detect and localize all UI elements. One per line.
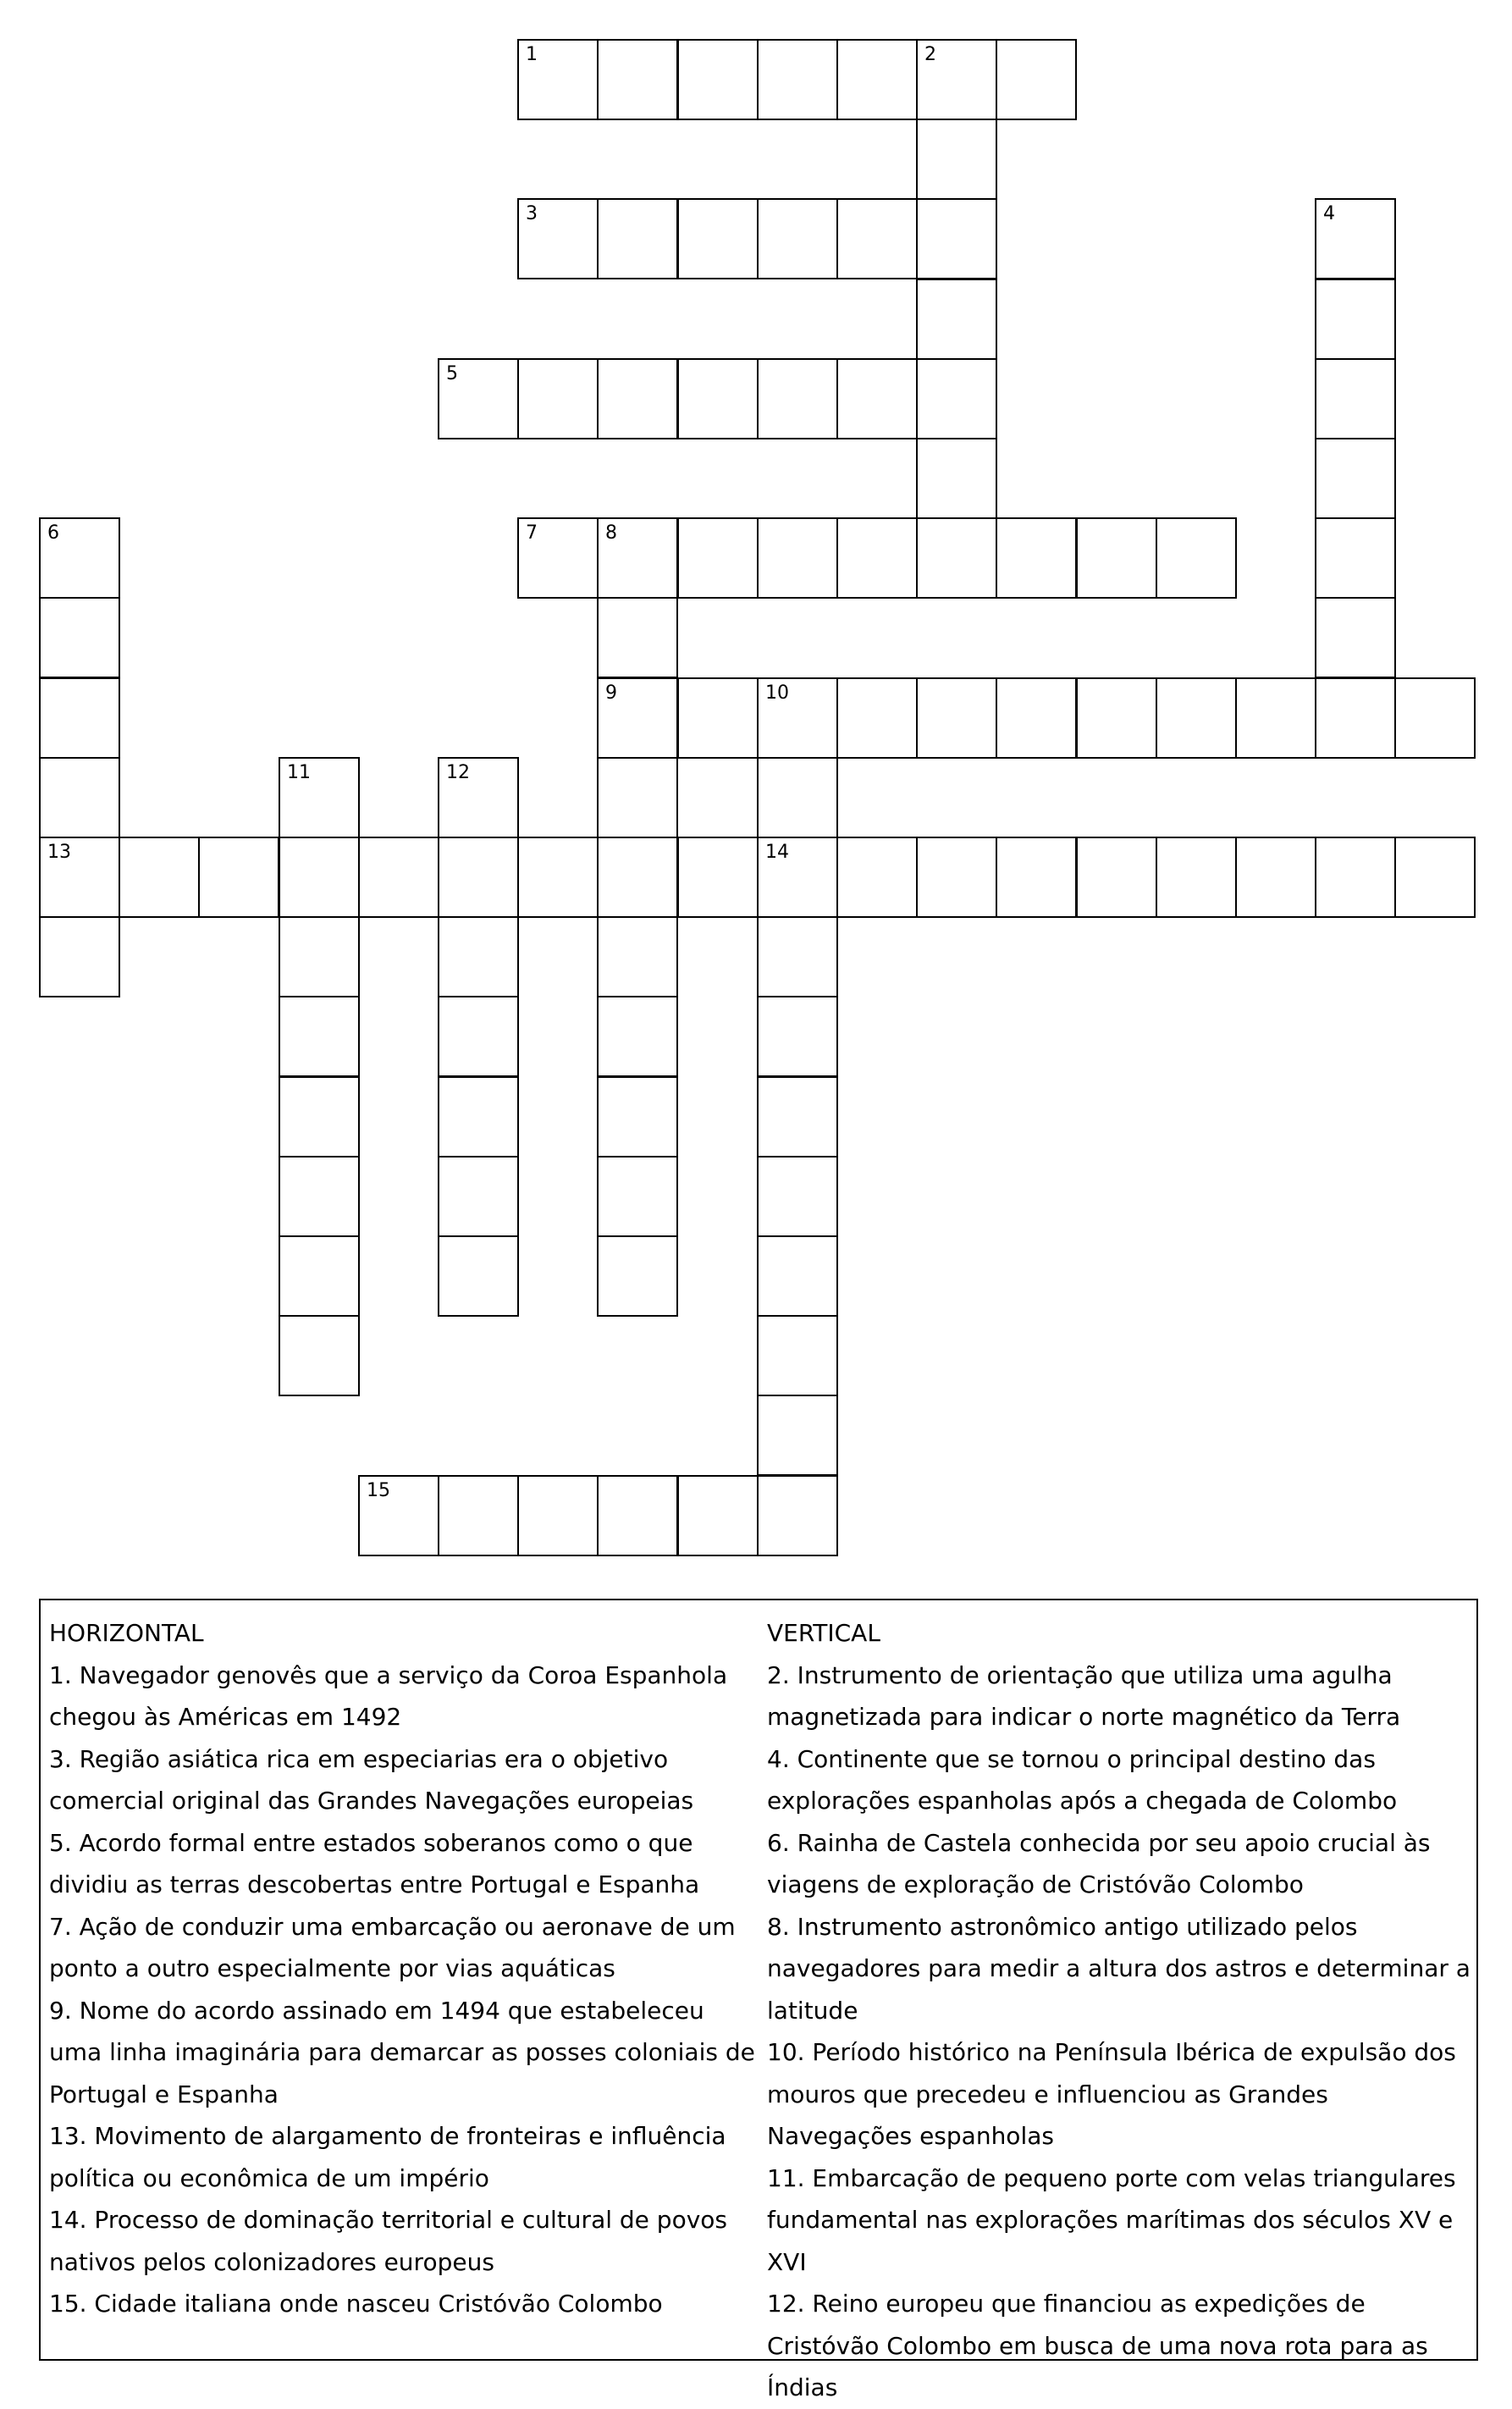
grid-cell[interactable]: [39, 517, 120, 599]
grid-cell[interactable]: [757, 517, 838, 599]
grid-cell[interactable]: [757, 916, 838, 997]
grid-cell[interactable]: [198, 837, 279, 918]
grid-cell[interactable]: [517, 517, 599, 599]
grid-cell[interactable]: [677, 837, 759, 918]
clue-vertical-6: 6. Rainha de Castela conhecida por seu apoio crucial às viagens de exploração de Cristóvão Colombo: [767, 1828, 1431, 1898]
grid-cell[interactable]: [438, 1156, 519, 1237]
clue-number: 5: [446, 363, 458, 384]
clue-number: 9: [605, 682, 617, 704]
grid-cell[interactable]: [677, 358, 759, 439]
clue-horizontal-5: 5. Acordo formal entre estados soberanos como o que dividiu as terras descobertas entre Portugal e Espanha: [49, 1828, 700, 1898]
clue-horizontal-3: 3. Região asiática rica em especiarias era o objetivo comercial original das Grandes Navegações europeias: [49, 1744, 694, 1815]
clue-number: 4: [1323, 203, 1335, 224]
grid-cell[interactable]: [1315, 279, 1396, 360]
grid-cell[interactable]: [916, 198, 997, 279]
grid-cell[interactable]: [916, 358, 997, 439]
grid-cell[interactable]: [1156, 517, 1237, 599]
grid-cell[interactable]: [438, 916, 519, 997]
clue-horizontal-13: 13. Movimento de alargamento de fronteiras e influência política ou econômica de um império: [49, 2122, 726, 2192]
grid-cell[interactable]: [916, 279, 997, 360]
clue-vertical-12: 12. Reino europeu que financiou as expedições de Cristóvão Colombo em busca de uma nova rota para as Índias: [767, 2290, 1428, 2401]
grid-cell[interactable]: [279, 1076, 360, 1158]
grid-cell[interactable]: [1315, 198, 1396, 279]
grid-cell[interactable]: [757, 198, 838, 279]
grid-cell[interactable]: [597, 597, 678, 678]
clue-vertical-2: 2. Instrumento de orientação que utiliza uma agulha magnetizada para indicar o norte magnético da Terra: [767, 1660, 1401, 1731]
grid-cell[interactable]: [757, 1076, 838, 1158]
clue-horizontal-7: 7. Ação de conduzir uma embarcação ou aeronave de um ponto a outro especialmente por vias aquáticas: [49, 1912, 736, 1982]
grid-cell[interactable]: [39, 597, 120, 678]
clue-horizontal-15: 15. Cidade italiana onde nasceu Cristóvão Colombo: [49, 2290, 663, 2318]
grid-cell[interactable]: [279, 757, 360, 838]
clue-number: 10: [765, 682, 789, 704]
clue-number: 3: [526, 203, 538, 224]
grid-cell[interactable]: [517, 198, 599, 279]
grid-cell[interactable]: [1394, 837, 1476, 918]
grid-cell[interactable]: [597, 1475, 678, 1556]
grid-cell[interactable]: [279, 1315, 360, 1396]
grid-cell[interactable]: [1156, 837, 1237, 918]
grid-cell[interactable]: [39, 837, 120, 918]
grid-cell[interactable]: [757, 1156, 838, 1237]
grid-cell[interactable]: [757, 1475, 838, 1556]
grid-cell[interactable]: [279, 916, 360, 997]
grid-cell[interactable]: [1315, 597, 1396, 678]
grid-cell[interactable]: [517, 1475, 599, 1556]
grid-cell[interactable]: [597, 1235, 678, 1317]
clue-vertical-11: 11. Embarcação de pequeno porte com velas triangulares fundamental nas explorações marítimas dos séculos XV e XVI: [767, 2163, 1456, 2276]
grid-cell[interactable]: [597, 358, 678, 439]
clue-horizontal-1: 1. Navegador genovês que a serviço da Coroa Espanhola chegou às Américas em 1492: [49, 1660, 728, 1731]
grid-cell[interactable]: [996, 837, 1077, 918]
grid-cell[interactable]: [1156, 677, 1237, 759]
grid-cell[interactable]: [916, 39, 997, 120]
grid-cell[interactable]: [597, 996, 678, 1077]
grid-cell[interactable]: [39, 677, 120, 759]
grid-cell[interactable]: [677, 677, 759, 759]
grid-cell[interactable]: [996, 39, 1077, 120]
clue-number: 6: [47, 522, 59, 544]
clue-number: 13: [47, 842, 71, 863]
grid-cell[interactable]: [597, 677, 678, 759]
grid-cell[interactable]: [279, 1235, 360, 1317]
grid-cell[interactable]: [597, 757, 678, 838]
grid-cell[interactable]: [358, 1475, 439, 1556]
clue-vertical-10: 10. Período histórico na Península Ibérica de expulsão dos mouros que precedeu e influenciou as Grandes Navegações espanholas: [767, 2038, 1456, 2150]
grid-cell[interactable]: [836, 517, 918, 599]
grid-cell[interactable]: [677, 1475, 759, 1556]
grid-cell[interactable]: [916, 119, 997, 200]
grid-cell[interactable]: [836, 677, 918, 759]
grid-cell[interactable]: [757, 677, 838, 759]
clue-horizontal-14: 14. Processo de dominação territorial e cultural de povos nativos pelos colonizadores europeus: [49, 2206, 727, 2276]
grid-cell[interactable]: [757, 996, 838, 1077]
grid-cell[interactable]: [1235, 837, 1316, 918]
grid-cell[interactable]: [1235, 677, 1316, 759]
grid-cell[interactable]: [1315, 358, 1396, 439]
clue-number: 12: [446, 762, 470, 783]
grid-cell[interactable]: [1076, 517, 1157, 599]
grid-cell[interactable]: [757, 39, 838, 120]
grid-cell[interactable]: [916, 837, 997, 918]
grid-cell[interactable]: [757, 757, 838, 838]
grid-cell[interactable]: [517, 837, 599, 918]
clue-number: 2: [924, 44, 936, 65]
vertical-heading: VERTICAL: [767, 1619, 880, 1647]
grid-cell[interactable]: [1076, 837, 1157, 918]
grid-cell[interactable]: [438, 757, 519, 838]
grid-cell[interactable]: [438, 1235, 519, 1317]
grid-cell[interactable]: [438, 996, 519, 1077]
grid-cell[interactable]: [438, 1076, 519, 1158]
grid-cell[interactable]: [597, 1156, 678, 1237]
clue-number: 15: [367, 1480, 390, 1501]
clue-horizontal-9: 9. Nome do acordo assinado em 1494 que estabeleceu uma linha imaginária para demarcar as posses coloniais de Portugal e Espanha: [49, 1996, 755, 2108]
grid-cell[interactable]: [597, 39, 678, 120]
grid-cell[interactable]: [916, 517, 997, 599]
grid-cell[interactable]: [1315, 517, 1396, 599]
grid-cell[interactable]: [279, 996, 360, 1077]
grid-cell[interactable]: [438, 837, 519, 918]
grid-cell[interactable]: [1394, 677, 1476, 759]
clue-vertical-8: 8. Instrumento astronômico antigo utilizado pelos navegadores para medir a altura dos astros e determinar a latitude: [767, 1912, 1471, 2025]
grid-cell[interactable]: [836, 39, 918, 120]
clue-number: 11: [287, 762, 311, 783]
grid-cell[interactable]: [916, 438, 997, 519]
grid-cell[interactable]: [757, 837, 838, 918]
grid-cell[interactable]: [836, 837, 918, 918]
grid-cell[interactable]: [836, 198, 918, 279]
grid-cell[interactable]: [916, 677, 997, 759]
grid-cell[interactable]: [39, 757, 120, 838]
clue-number: 8: [605, 522, 617, 544]
grid-cell[interactable]: [836, 358, 918, 439]
grid-cell[interactable]: [597, 837, 678, 918]
clues-box: [39, 1599, 1478, 2401]
grid-cell[interactable]: [1315, 837, 1396, 918]
clue-number: 14: [765, 842, 789, 863]
grid-cell[interactable]: [996, 517, 1077, 599]
horizontal-heading: HORIZONTAL: [49, 1619, 204, 1647]
clue-number: 1: [526, 44, 538, 65]
clue-number: 7: [526, 522, 538, 544]
grid-cell[interactable]: [597, 517, 678, 599]
grid-cell[interactable]: [597, 198, 678, 279]
grid-cell[interactable]: [677, 517, 759, 599]
grid-cell[interactable]: [438, 358, 519, 439]
grid-cell[interactable]: [757, 1235, 838, 1317]
clue-vertical-4: 4. Continente que se tornou o principal destino das explorações espanholas após a chegada de Colombo: [767, 1744, 1398, 1815]
grid-cell[interactable]: [1315, 677, 1396, 759]
grid-cell[interactable]: [39, 916, 120, 997]
grid-cell[interactable]: [757, 1315, 838, 1396]
grid-cell[interactable]: [119, 837, 200, 918]
vertical-clues-column: [767, 1612, 1474, 2409]
grid-cell[interactable]: [517, 358, 599, 439]
grid-cell[interactable]: [1315, 438, 1396, 519]
grid-cell[interactable]: [757, 1395, 838, 1476]
grid-cell[interactable]: [677, 39, 759, 120]
grid-cell[interactable]: [517, 39, 599, 120]
grid-cell[interactable]: [279, 1156, 360, 1237]
grid-cell[interactable]: [677, 198, 759, 279]
grid-cell[interactable]: [279, 837, 360, 918]
grid-cell[interactable]: [757, 358, 838, 439]
grid-cell[interactable]: [1076, 677, 1157, 759]
horizontal-clues-column: [49, 1612, 760, 2325]
grid-cell[interactable]: [597, 1076, 678, 1158]
grid-cell[interactable]: [438, 1475, 519, 1556]
grid-cell[interactable]: [358, 837, 439, 918]
grid-cell[interactable]: [996, 677, 1077, 759]
grid-cell[interactable]: [597, 916, 678, 997]
